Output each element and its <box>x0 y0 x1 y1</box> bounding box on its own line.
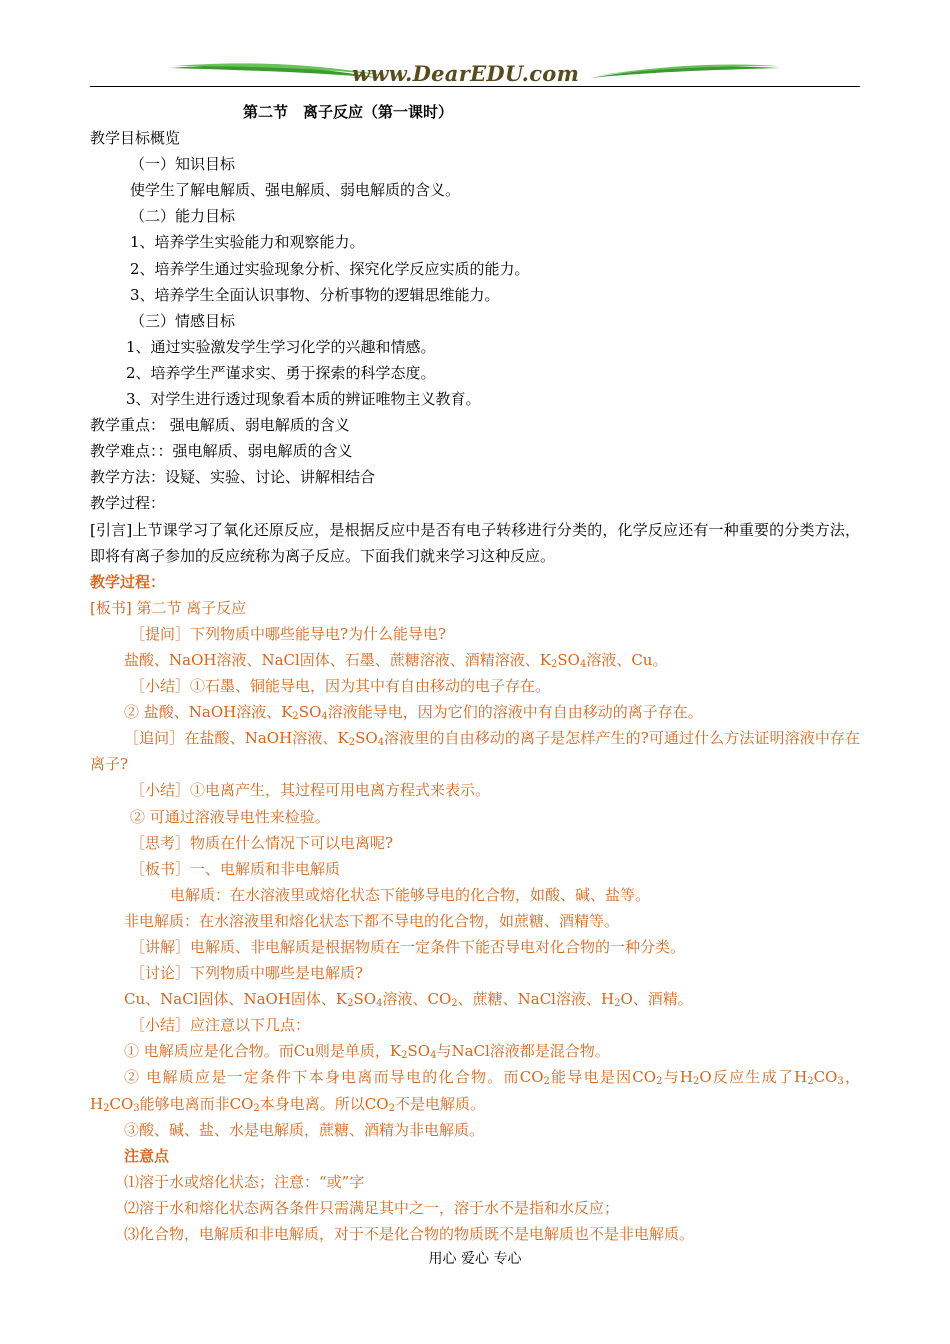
seg: O、酒精。 <box>620 990 693 1009</box>
seg: CO <box>109 1094 134 1113</box>
text-paragraph <box>90 725 860 777</box>
seg: 溶液里的自由移动的离子是怎样产生的?可通过什么方法证明溶液中存在离子? <box>90 729 861 774</box>
seg: 能够电离而非CO <box>139 1094 254 1113</box>
seg: CO <box>813 1068 838 1087</box>
text-line: （一）知识目标 <box>130 155 236 174</box>
text-line: ［板书］一、电解质和非电解质 <box>130 859 341 878</box>
subscript: 3 <box>133 1102 140 1114</box>
subscript: 2 <box>103 1102 110 1114</box>
subscript: 2 <box>807 1076 814 1088</box>
header-rule <box>90 86 860 87</box>
seg: ① 电解质应是化合物。而Cu则是单质，K <box>124 1042 402 1061</box>
seg: ② 电解质应是一定条件下本身电离而导电的化合物。而CO <box>124 1068 544 1087</box>
seg: 与H <box>662 1068 694 1087</box>
subscript: 2 <box>253 1102 260 1114</box>
subscript: 2 <box>451 998 458 1010</box>
subscript: 4 <box>376 998 383 1010</box>
seg: 不是电解质。 <box>394 1094 485 1113</box>
text-line: ［小结］①石墨、铜能导电，因为其中有自由移动的电子存在。 <box>130 677 551 696</box>
text-line: ［讨论］下列物质中哪些是电解质? <box>130 964 364 983</box>
text-line: 教学重点： 强电解质、弱电解质的含义 <box>90 416 350 435</box>
text-line: 2、培养学生严谨求实、勇于探索的科学态度。 <box>126 363 436 382</box>
subscript: 4 <box>579 658 587 670</box>
seg: 、蔗糖、NaCl溶液、H <box>457 990 615 1009</box>
note-heading: 注意点 <box>124 1146 170 1165</box>
seg: 溶液能导电，因为它们的溶液中有自由移动的离子存在。 <box>327 703 703 722</box>
text-line: （三）情感目标 <box>130 311 236 330</box>
section-heading: 教学过程： <box>90 572 166 591</box>
text-line: 教学过程： <box>90 494 166 513</box>
seg: SO <box>298 703 322 722</box>
text-line: 1、通过实验激发学生学习化学的兴趣和情感。 <box>126 337 436 356</box>
subscript: 2 <box>543 1076 550 1088</box>
text-line: 2、培养学生通过实验现象分析、探究化学反应实质的能力。 <box>130 259 530 278</box>
seg: ，H <box>90 1068 860 1113</box>
text-line: 电解质：在水溶液里或熔化状态下能够导电的化合物，如酸、碱、盐等。 <box>170 885 651 904</box>
subscript: 2 <box>388 1102 395 1114</box>
page-footer: 用心 爱心 专心 <box>428 1251 522 1267</box>
text-line: ⑵溶于水和熔化状态两各条件只需满足其中之一，溶于水不是指和水反应； <box>124 1198 620 1217</box>
text-line: （二）能力目标 <box>130 207 236 226</box>
seg: ［追问］在盐酸、NaOH溶液、K <box>124 729 349 748</box>
subscript: 4 <box>377 737 385 749</box>
subscript: 2 <box>551 658 558 670</box>
subscript: 2 <box>614 998 621 1010</box>
seg: Cu、NaCl固体、NaOH固体、K <box>124 990 348 1009</box>
text-line: ［小结］①电离产生，其过程可用电离方程式来表示。 <box>130 781 491 800</box>
text-line: [板书] 第二节 离子反应 <box>90 598 247 617</box>
subscript: 2 <box>401 1050 408 1062</box>
seg: SO <box>407 1042 431 1061</box>
text-line: 3、对学生进行透过现象看本质的辨证唯物主义教育。 <box>126 390 481 409</box>
subscript: 2 <box>347 998 354 1010</box>
site-header <box>90 56 860 90</box>
seg: 能导电是因CO <box>549 1068 657 1087</box>
seg: 与NaCl溶液都是混合物。 <box>436 1042 610 1061</box>
seg: 盐酸、NaOH溶液、NaCl固体、石墨、蔗糖溶液、酒精溶液、K <box>124 650 551 669</box>
text-line: ［小结］应注意以下几点： <box>130 1016 311 1035</box>
seg: 溶液、CO <box>382 990 452 1009</box>
text-line: ② 可通过溶液导电性来检验。 <box>130 807 330 826</box>
text-line: ［讲解］电解质、非电解质是根据物质在一定条件下能否导电对化合物的一种分类。 <box>130 938 686 956</box>
text-line: ⑶化合物，电解质和非电解质，对于不是化合物的物质既不是电解质也不是非电解质。 <box>124 1225 695 1244</box>
text-line: 教学目标概览 <box>90 129 181 148</box>
site-logo-text: www.DearEDU.com <box>352 61 580 86</box>
subscript: 2 <box>348 737 356 749</box>
text-line: 非电解质：在水溶液里和熔化状态下都不导电的化合物，如蔗糖、酒精等。 <box>124 911 620 930</box>
seg: 溶液、Cu。 <box>586 650 668 669</box>
seg: ② 盐酸、NaOH溶液、K <box>124 703 293 722</box>
subscript: 3 <box>837 1076 844 1088</box>
text-line: 3、培养学生全面认识事物、分析事物的逻辑思维能力。 <box>130 285 500 304</box>
subscript: 2 <box>693 1076 700 1088</box>
text-line: ［提问］下列物质中哪些能导电?为什么能导电? <box>130 624 447 643</box>
subscript: 4 <box>321 711 328 723</box>
text-line: 使学生了解电解质、强电解质、弱电解质的含义。 <box>130 181 461 200</box>
text-line: ⑴溶于水或熔化状态；注意：“或”字 <box>124 1172 365 1191</box>
text-paragraph <box>90 1064 860 1116</box>
text-line: 教学方法：设疑、实验、讨论、讲解相结合 <box>90 468 376 487</box>
seg: SO <box>557 650 580 669</box>
text-line: ［思考］物质在什么情况下可以电离呢? <box>130 833 394 852</box>
seg: O反应生成了H <box>699 1068 808 1087</box>
seg: SO <box>355 729 378 748</box>
intro-paragraph: [引言]上节课学习了氧化还原反应，是根据反应中是否有电子转移进行分类的，化学反应还有一种重要的分类方法，即将有离子参加的反应统称为离子反应。下面我们就来学习这种反应。 <box>90 520 860 565</box>
text-line <box>90 1038 860 1064</box>
seg: 本身电离。所以CO <box>259 1094 389 1113</box>
document-body <box>90 99 860 1247</box>
text-line: ③酸、碱、盐、水是电解质，蔗糖、酒精为非电解质。 <box>124 1120 485 1139</box>
subscript: 2 <box>292 711 299 723</box>
text-line <box>90 699 860 725</box>
subscript: 2 <box>656 1076 663 1088</box>
seg: SO <box>353 990 377 1009</box>
text-line <box>90 647 860 673</box>
page-title: 第二节 离子反应（第一课时） <box>243 103 454 121</box>
text-line <box>90 986 860 1012</box>
subscript: 4 <box>430 1050 437 1062</box>
text-line: 教学难点：：强电解质、弱电解质的含义 <box>90 442 353 461</box>
text-line: 1、培养学生实验能力和观察能力。 <box>130 233 365 252</box>
